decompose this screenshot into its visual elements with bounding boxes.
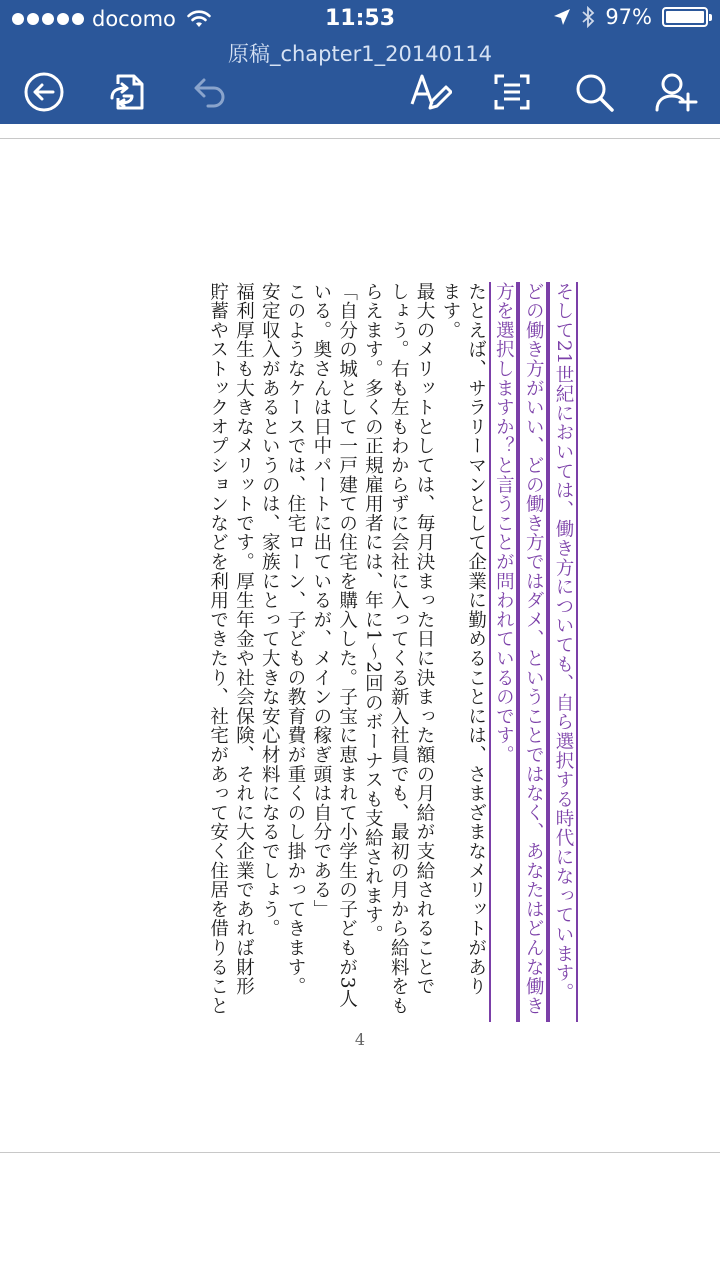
back-icon (22, 70, 66, 114)
text-line: らえます。多くの正規雇用者には、年に1〜2回のボーナスも支給されます。 (362, 282, 384, 945)
page-number: 4 (354, 1030, 366, 1049)
undo-button[interactable] (184, 68, 232, 116)
text-line: ます。 (439, 282, 461, 340)
search-icon (572, 70, 616, 114)
add-person-icon (654, 70, 698, 114)
text-format-icon (408, 70, 452, 114)
share-icon (104, 70, 148, 114)
battery-icon (662, 7, 708, 27)
back-button[interactable] (20, 68, 68, 116)
text-line: 福利厚生も大きなメリットです。厚生年金や社会保険、それに大企業であれば財形 (233, 282, 255, 997)
text-line: 貯蓄やストックオプションなどを利用できたり、社宅があって安く住居を借りること (207, 282, 229, 1016)
carrier-name: docomo (92, 7, 176, 31)
text-line: いる。奥さんは日中パートに出ているが、メインの稼ぎ頭は自分である」 (310, 282, 332, 919)
document-title: 原稿_chapter1_20140114 (227, 42, 493, 66)
document-page[interactable] (162, 282, 578, 1022)
text-line: 最大のメリットとしては、毎月決まった日に決まった額の月給が支給されることで (414, 282, 436, 997)
bluetooth-icon (581, 6, 595, 28)
highlighted-line: 方を選択しますか？と言うことが問われているのです。 (489, 282, 519, 1022)
text-line: しょう。右も左もわからずに会社に入ってくる新入社員でも、最初の月から給料をも (388, 282, 410, 1016)
share-button[interactable] (102, 68, 150, 116)
location-arrow-icon (553, 8, 571, 26)
share-people-button[interactable] (652, 68, 700, 116)
clock: 11:53 (324, 6, 396, 31)
app-header (0, 0, 720, 124)
text-line: たとえば、サラリーマンとして企業に勤めることには、さまざまなメリットがあり (465, 282, 487, 997)
status-right (553, 5, 708, 29)
search-button[interactable] (570, 68, 618, 116)
text-line: 安定収入があるというのは、家族にとって大きな安心材料になるでしょう。 (259, 282, 281, 939)
undo-icon (186, 70, 230, 114)
text-line: 「自分の城として一戸建ての住宅を購入した。子宝に恵まれて小学生の子どもが3人 (336, 282, 358, 1009)
status-bar (0, 0, 720, 40)
text-line: このようなケースでは、住宅ローン、子どもの教育費が重くのし掛かってきます。 (285, 282, 307, 997)
reading-view-button[interactable] (488, 68, 536, 116)
highlighted-line: そして21世紀においては、働き方についても、自ら選択する時代になっています。 (548, 282, 578, 1022)
battery-percent: 97% (605, 5, 652, 29)
page-top-edge (0, 138, 720, 139)
reading-view-icon (490, 70, 534, 114)
highlighted-line: どの働き方がいい、どの働き方ではダメ、ということではなく、あなたはどんな働き (518, 282, 548, 1022)
page-bottom-edge (0, 1152, 720, 1153)
text-format-button[interactable] (406, 68, 454, 116)
